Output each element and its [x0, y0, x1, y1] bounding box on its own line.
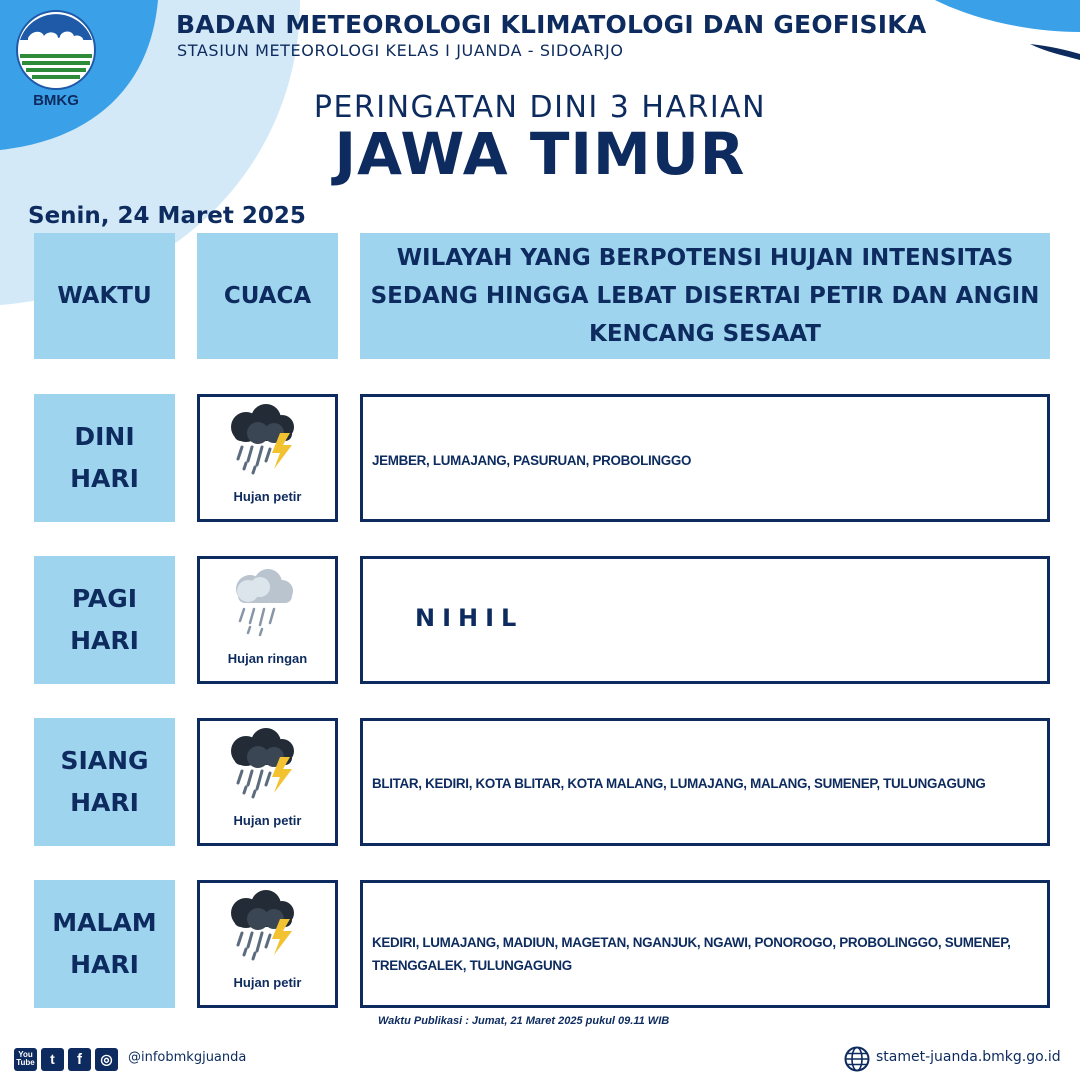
region-title: JAWA TIMUR: [334, 120, 746, 188]
time-label-line1: SIANG: [60, 746, 149, 775]
youtube-icon[interactable]: You Tube: [14, 1048, 37, 1071]
globe-icon: [844, 1046, 870, 1072]
time-cell: [34, 394, 175, 522]
time-label-line2: HARI: [70, 464, 139, 493]
publication-time: Waktu Publikasi : Jumat, 21 Maret 2025 pukul 09.11 WIB: [378, 1015, 670, 1027]
instagram-icon[interactable]: ◎: [95, 1048, 118, 1071]
light-rain-icon: [222, 565, 304, 639]
organization-title: BADAN METEOROLOGI KLIMATOLOGI DAN GEOFISIKA: [176, 10, 927, 39]
area-text: KEDIRI, LUMAJANG, MADIUN, MAGETAN, NGANJUK, NGAWI, PONOROGO, PROBOLINGGO, SUMENEP, TRENGGALEK, TULUNGAGUNG: [372, 935, 1011, 973]
header-weather: CUACA: [197, 233, 338, 359]
time-cell: [34, 556, 175, 684]
thunderstorm-icon: [222, 727, 304, 801]
table-row: [0, 880, 1080, 1008]
weather-cell: [197, 880, 338, 1008]
weather-cell: [197, 718, 338, 846]
area-text-nihil: NIHIL: [415, 604, 524, 632]
header-area: WILAYAH YANG BERPOTENSI HUJAN INTENSITAS SEDANG HINGGA LEBAT DISERTAI PETIR DAN ANGIN KENCANG SESAAT: [360, 233, 1050, 359]
forecast-date: Senin, 24 Maret 2025: [28, 203, 306, 229]
area-cell: [360, 394, 1050, 522]
facebook-icon[interactable]: f: [68, 1048, 91, 1071]
table-row: [0, 718, 1080, 846]
time-label-line2: HARI: [70, 788, 139, 817]
warning-title: PERINGATAN DINI 3 HARIAN: [313, 90, 767, 125]
weather-label: Hujan petir: [233, 975, 302, 990]
bmkg-emblem-icon: [14, 10, 98, 94]
area-cell: [360, 880, 1050, 1008]
twitter-icon[interactable]: t: [41, 1048, 64, 1071]
time-cell: [34, 718, 175, 846]
table-row: [0, 556, 1080, 684]
area-cell: [360, 718, 1050, 846]
time-label-line1: MALAM: [52, 908, 157, 937]
area-text: JEMBER, LUMAJANG, PASURUAN, PROBOLINGGO: [372, 453, 692, 468]
time-label-line1: PAGI: [71, 584, 138, 613]
header-time: WAKTU: [34, 233, 175, 359]
website-link[interactable]: stamet-juanda.bmkg.go.id: [876, 1049, 1061, 1065]
time-label-line2: HARI: [70, 626, 139, 655]
thunderstorm-icon: [222, 403, 304, 477]
time-label-line1: DINI: [74, 422, 135, 451]
weather-cell: [197, 394, 338, 522]
thunderstorm-icon: [222, 889, 304, 963]
weather-cell: [197, 556, 338, 684]
logo-text: BMKG: [33, 92, 79, 109]
weather-label: Hujan petir: [233, 813, 302, 828]
social-handle[interactable]: @infobmkgjuanda: [128, 1050, 247, 1065]
time-label-line2: HARI: [70, 950, 139, 979]
table-row: [0, 394, 1080, 522]
weather-label: Hujan petir: [233, 489, 302, 504]
weather-label: Hujan ringan: [227, 651, 308, 666]
social-links: [14, 1046, 118, 1072]
time-cell: [34, 880, 175, 1008]
area-cell: [360, 556, 1050, 684]
organization-subtitle: STASIUN METEOROLOGI KELAS I JUANDA - SIDOARJO: [177, 41, 624, 60]
area-text: BLITAR, KEDIRI, KOTA BLITAR, KOTA MALANG, LUMAJANG, MALANG, SUMENEP, TULUNGAGUNG: [372, 776, 986, 791]
